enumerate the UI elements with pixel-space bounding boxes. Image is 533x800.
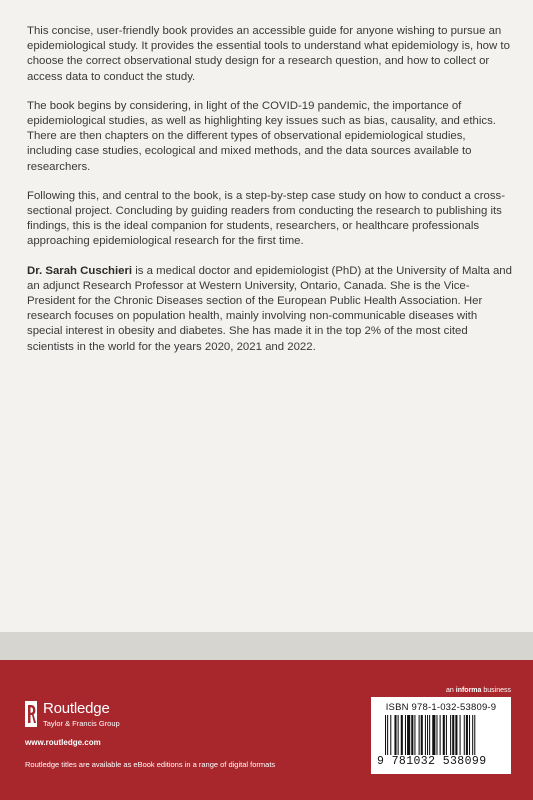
publisher-group: Taylor & Francis Group xyxy=(43,719,120,728)
barcode-digits: 9 781032 538099 xyxy=(377,755,487,768)
barcode-icon xyxy=(385,715,503,759)
informa-tagline xyxy=(446,687,511,694)
informa-prefix: an xyxy=(446,687,456,694)
author-bio-text: is a medical doctor and epidemiologist (PhD) at the University of Malta and an adjunct Research Professor at Western University, Ontario, Canada. She is the Vice-President for the Chronic Diseases section of the European Public Health Association. Her research focuses on population health, mainly involving non-communicable diseases with special interest in obesity and diabetes. She has made it in the top 2% of the most cited scientists in the world for the years 2020, 2021 and 2022. xyxy=(27,264,512,353)
back-cover-text xyxy=(27,24,513,369)
publisher-name: Routledge xyxy=(43,700,110,717)
ebook-footnote: Routledge titles are available as eBook editions in a range of digital formats xyxy=(25,760,276,769)
isbn-label: ISBN 978-1-032-53809-9 xyxy=(385,702,497,713)
gray-band xyxy=(0,632,533,660)
informa-suffix: business xyxy=(481,687,511,694)
publisher-website: www.routledge.com xyxy=(25,738,101,747)
description-paragraph-2: The book begins by considering, in light of the COVID-19 pandemic, the importance of epidemiological studies, as well as highlighting key issues such as bias, causality, and ethics. There are then chapters on the different types of observational epidemiological studies, including case studies, ecological and mixed methods, and the data sources available to researchers. xyxy=(27,99,496,173)
author-name: Dr. Sarah Cuschieri xyxy=(27,264,133,277)
description-paragraph-3: Following this, and central to the book, is a step-by-step case study on how to conduct a cross-sectional project. Concluding by guiding readers from conducting the research to publishing its findings, this is the ideal companion for students, researchers, or healthcare professionals approaching epidemiological research for the first time. xyxy=(27,189,506,248)
informa-brand: informa xyxy=(455,687,482,694)
description-paragraph-1: This concise, user-friendly book provides an accessible guide for anyone wishing to pursue an epidemiological study. It provides the essential tools to understand what epidemiology is, how to choose the correct observational study design for a research question, and how to collect or access data to conduct the study. xyxy=(27,25,510,83)
barcode-panel xyxy=(371,697,511,774)
author-bio-paragraph xyxy=(27,264,513,355)
routledge-logo-icon xyxy=(25,701,37,727)
